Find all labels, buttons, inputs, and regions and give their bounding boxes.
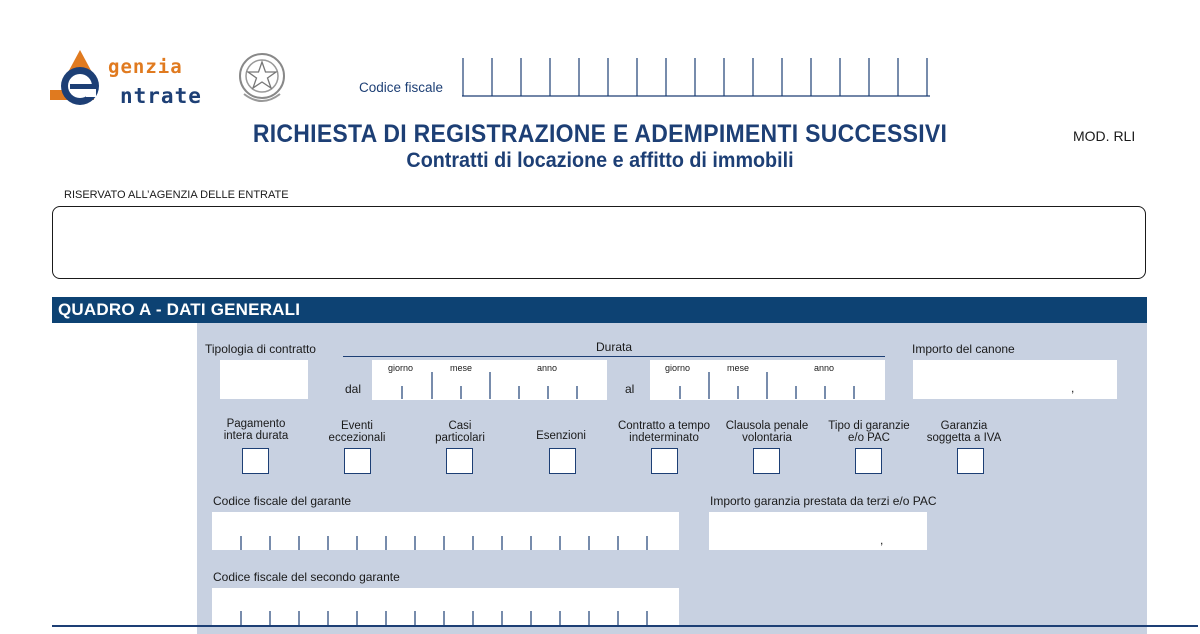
agenzia-entrate-logo xyxy=(50,46,290,110)
codice-fiscale-label: Codice fiscale xyxy=(359,80,444,95)
section-bottom-rule xyxy=(52,625,1198,627)
cf-garante-label: Codice fiscale del garante xyxy=(213,494,352,508)
chk-eventi-label: Eventi eccezionali xyxy=(328,420,386,444)
data-al-ticks xyxy=(650,372,885,400)
quadro-a-title: QUADRO A - DATI GENERALI xyxy=(58,300,301,319)
chk-contratto-label: Contratto a tempo indeterminato xyxy=(617,420,711,444)
pagamento-intera-durata-checkbox[interactable] xyxy=(242,448,269,474)
chk-clausola-label: Clausola penale volontaria xyxy=(725,420,809,444)
importo-garanzia-comma: , xyxy=(880,533,884,547)
chk-garanzia-iva-label: Garanzia soggetta a IVA xyxy=(926,420,1002,444)
importo-canone-input[interactable] xyxy=(913,360,1117,399)
importo-canone-label: Importo del canone xyxy=(912,342,1015,356)
al-giorno-label: giorno xyxy=(665,363,691,373)
chk-esenzioni-label: Esenzioni xyxy=(536,430,586,442)
codice-fiscale-input[interactable] xyxy=(460,58,930,98)
riservato-label: RISERVATO ALL’AGENZIA DELLE ENTRATE xyxy=(64,189,289,201)
data-dal-ticks xyxy=(372,372,607,400)
garanzia-iva-checkbox[interactable] xyxy=(957,448,984,474)
al-mese-label: mese xyxy=(727,363,750,373)
form-title: RICHIESTA DI REGISTRAZIONE E ADEMPIMENTI SUCCESSIVI xyxy=(252,120,948,148)
al-anno-label: anno xyxy=(814,363,835,373)
importo-canone-comma: , xyxy=(1071,381,1075,395)
dal-anno-label: anno xyxy=(537,363,558,373)
cf-secondo-garante-label: Codice fiscale del secondo garante xyxy=(213,570,400,584)
importo-garanzia-label: Importo garanzia prestata da terzi e/o PAC xyxy=(710,494,937,508)
dal-giorno-label: giorno xyxy=(388,363,414,373)
republic-emblem-icon xyxy=(236,48,288,108)
durata-divider xyxy=(343,356,885,357)
form-subtitle: Contratti di locazione e affitto di immobili xyxy=(406,149,794,172)
esenzioni-checkbox[interactable] xyxy=(549,448,576,474)
casi-particolari-checkbox[interactable] xyxy=(446,448,473,474)
chk-casi-label: Casi particolari xyxy=(435,420,485,444)
chk-pagamento-label: Pagamento intera durata xyxy=(223,418,289,442)
al-label: al xyxy=(625,382,635,396)
chk-tipo-garanzie-label: Tipo di garanzie e/o PAC xyxy=(828,420,910,444)
riservato-box xyxy=(52,206,1146,279)
cf-garante-ticks xyxy=(212,536,679,550)
dal-mese-label: mese xyxy=(450,363,473,373)
eventi-eccezionali-checkbox[interactable] xyxy=(344,448,371,474)
tipologia-label: Tipologia di contratto xyxy=(205,342,316,356)
logo-word-entrate: ntrate xyxy=(120,84,202,108)
cf-secondo-garante-ticks xyxy=(212,611,679,625)
importo-garanzia-input[interactable] xyxy=(709,512,927,550)
clausola-penale-checkbox[interactable] xyxy=(753,448,780,474)
model-code: MOD. RLI xyxy=(1073,128,1136,144)
tipo-garanzie-checkbox[interactable] xyxy=(855,448,882,474)
logo-word-agenzia: genzia xyxy=(108,56,183,78)
durata-label: Durata xyxy=(596,340,633,354)
contratto-tempo-indeterminato-checkbox[interactable] xyxy=(651,448,678,474)
tipologia-input[interactable] xyxy=(220,360,308,399)
dal-label: dal xyxy=(345,382,362,396)
